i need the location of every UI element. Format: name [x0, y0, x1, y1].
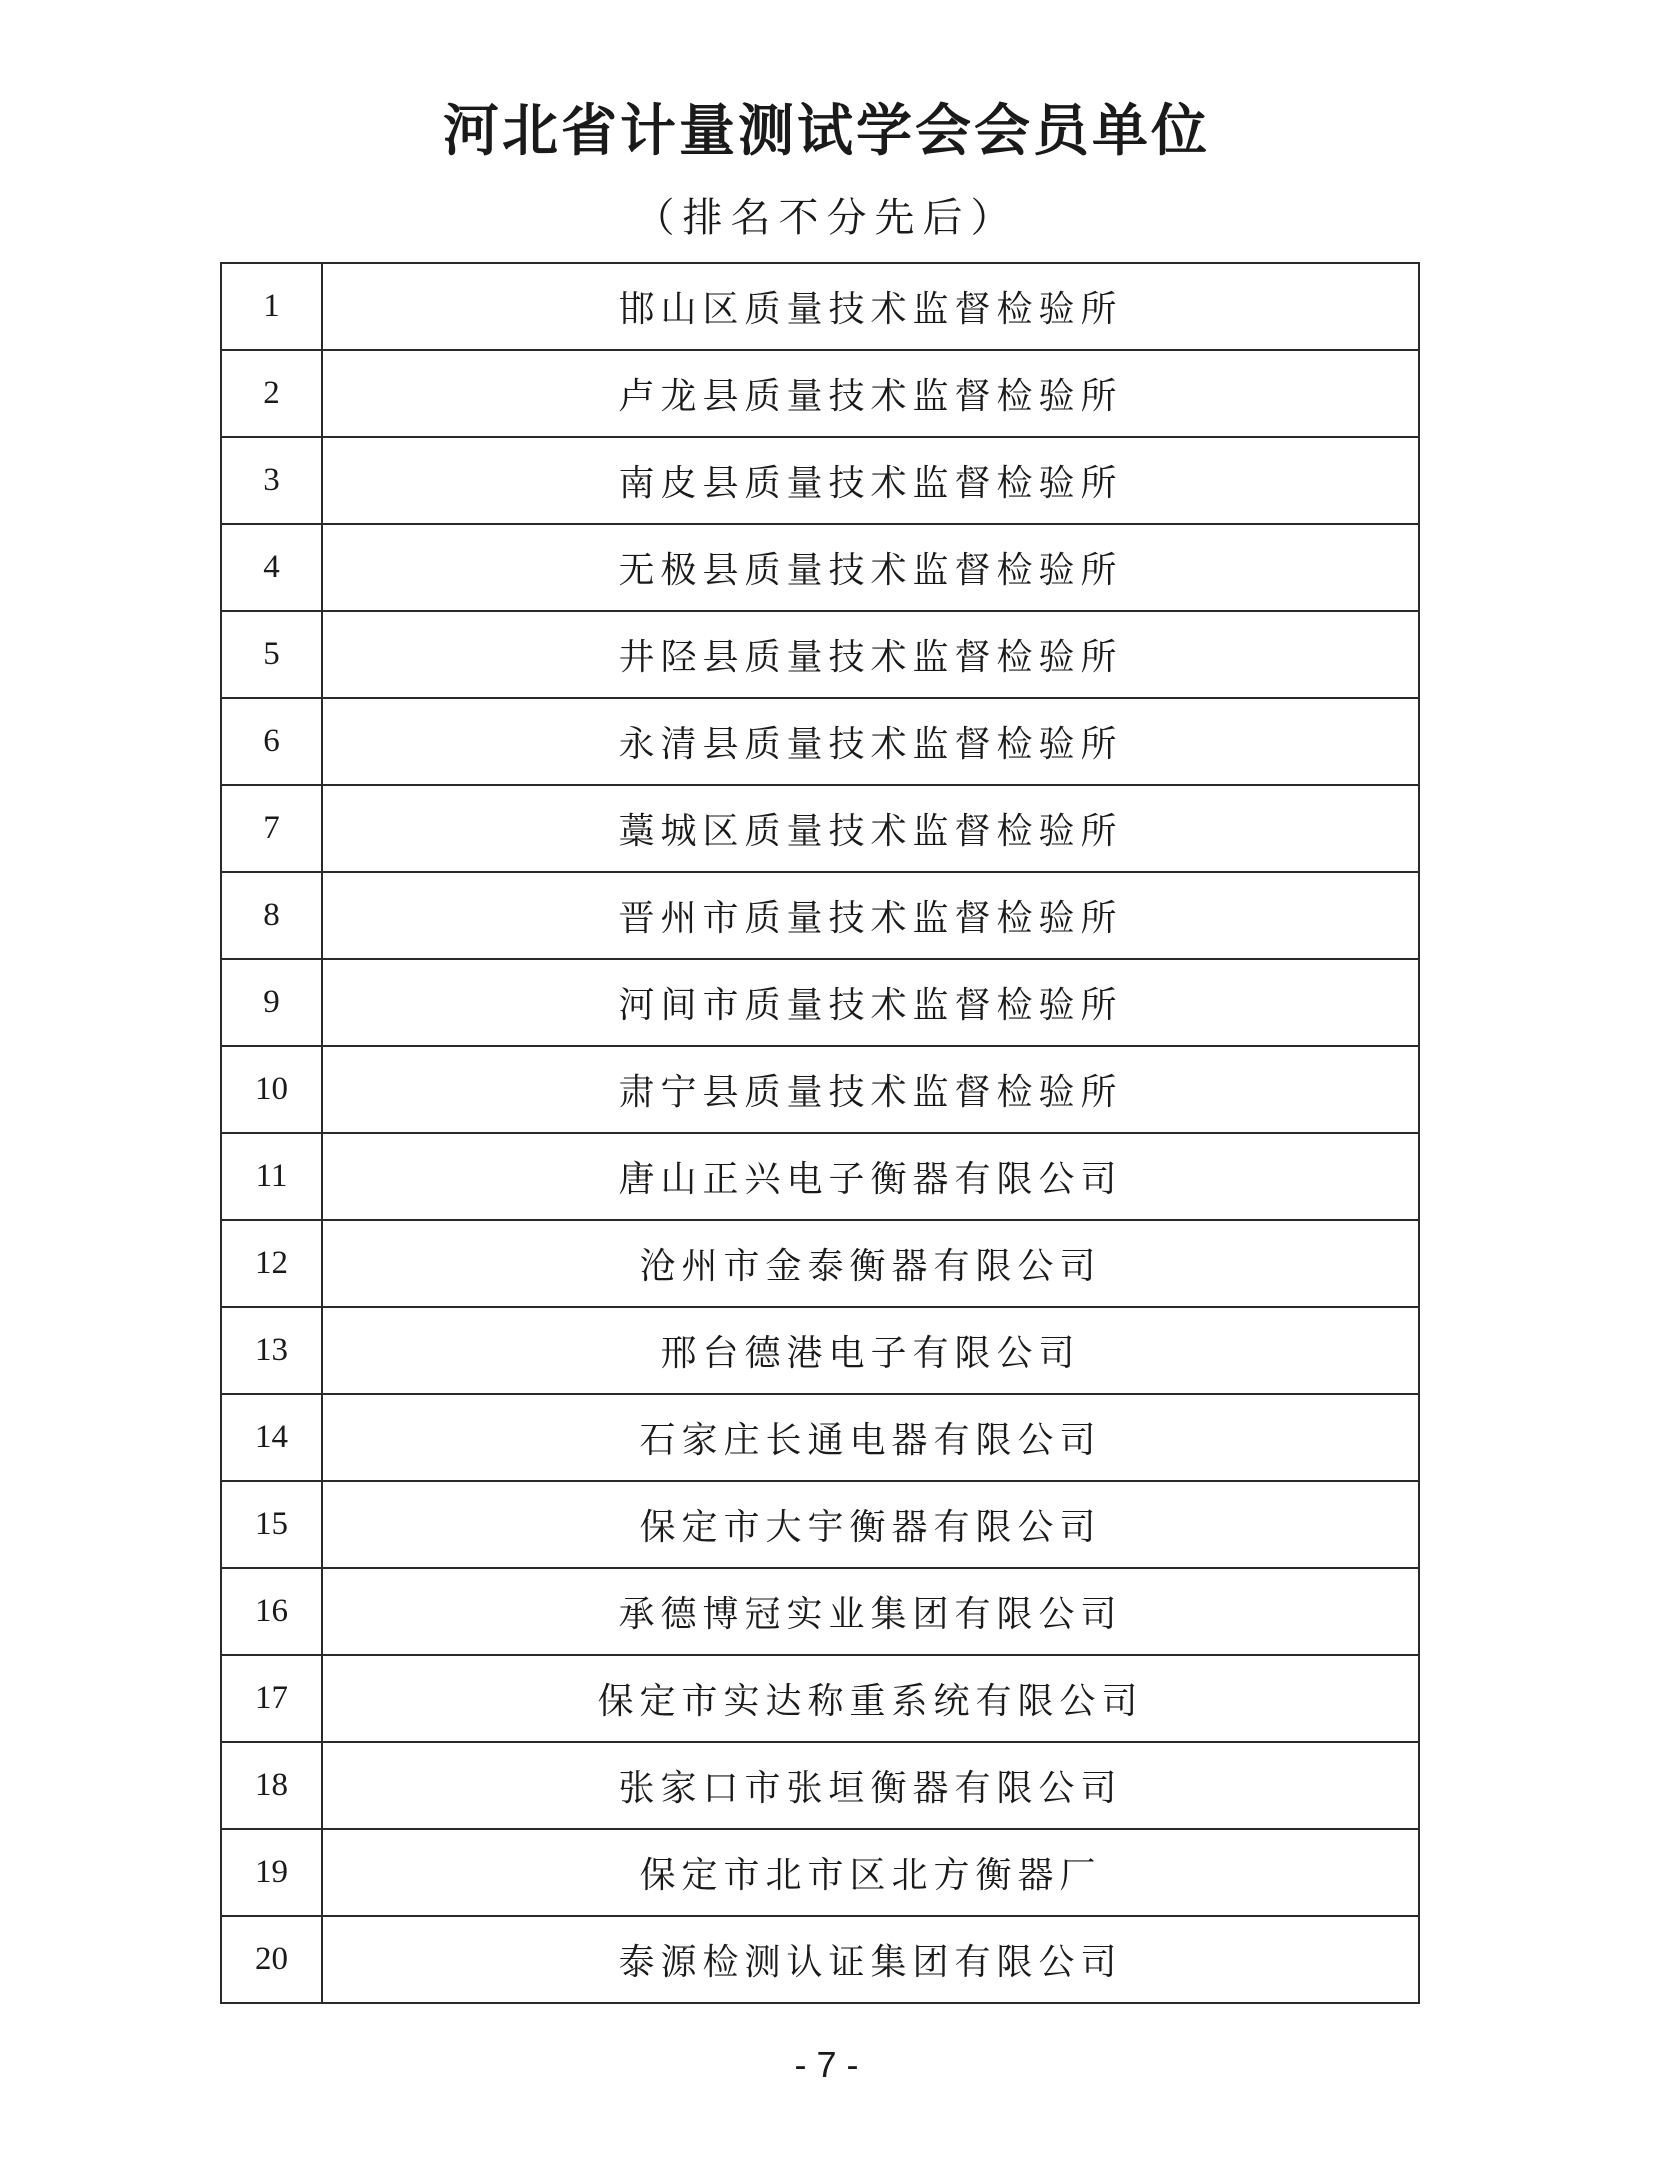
member-name: 唐山正兴电子衡器有限公司 — [322, 1133, 1419, 1220]
table-row — [221, 524, 1419, 611]
table-row — [221, 1655, 1419, 1742]
row-number: 2 — [221, 350, 322, 437]
member-name: 保定市北市区北方衡器厂 — [322, 1829, 1419, 1916]
member-name: 河间市质量技术监督检验所 — [322, 959, 1419, 1046]
table-row — [221, 1916, 1419, 2003]
member-name: 永清县质量技术监督检验所 — [322, 698, 1419, 785]
member-name: 井陉县质量技术监督检验所 — [322, 611, 1419, 698]
row-number: 17 — [221, 1655, 322, 1742]
row-number: 20 — [221, 1916, 322, 2003]
row-number: 18 — [221, 1742, 322, 1829]
member-name: 藁城区质量技术监督检验所 — [322, 785, 1419, 872]
member-name: 无极县质量技术监督检验所 — [322, 524, 1419, 611]
row-number: 7 — [221, 785, 322, 872]
row-number: 13 — [221, 1307, 322, 1394]
row-number: 8 — [221, 872, 322, 959]
member-name: 晋州市质量技术监督检验所 — [322, 872, 1419, 959]
row-number: 19 — [221, 1829, 322, 1916]
table-row — [221, 1742, 1419, 1829]
row-number: 1 — [221, 263, 322, 350]
row-number: 15 — [221, 1481, 322, 1568]
table-row — [221, 959, 1419, 1046]
page-title: 河北省计量测试学会会员单位 — [443, 99, 1210, 164]
table-row — [221, 698, 1419, 785]
member-name: 保定市实达称重系统有限公司 — [322, 1655, 1419, 1742]
member-name: 保定市大宇衡器有限公司 — [322, 1481, 1419, 1568]
table-row — [221, 1394, 1419, 1481]
table-row — [221, 437, 1419, 524]
row-number: 14 — [221, 1394, 322, 1481]
page-subtitle: （排名不分先后） — [634, 195, 1019, 241]
member-name: 邢台德港电子有限公司 — [322, 1307, 1419, 1394]
table-row — [221, 1307, 1419, 1394]
table-row — [221, 872, 1419, 959]
row-number: 6 — [221, 698, 322, 785]
row-number: 10 — [221, 1046, 322, 1133]
table-row — [221, 1481, 1419, 1568]
member-name: 卢龙县质量技术监督检验所 — [322, 350, 1419, 437]
member-name: 邯山区质量技术监督检验所 — [322, 263, 1419, 350]
member-name: 承德博冠实业集团有限公司 — [322, 1568, 1419, 1655]
member-name: 沧州市金泰衡器有限公司 — [322, 1220, 1419, 1307]
table-row — [221, 1829, 1419, 1916]
row-number: 5 — [221, 611, 322, 698]
member-table — [220, 262, 1420, 2004]
table-row — [221, 785, 1419, 872]
table-row — [221, 1133, 1419, 1220]
row-number: 11 — [221, 1133, 322, 1220]
row-number: 12 — [221, 1220, 322, 1307]
table-row — [221, 1220, 1419, 1307]
row-number: 3 — [221, 437, 322, 524]
member-name: 南皮县质量技术监督检验所 — [322, 437, 1419, 524]
table-row — [221, 263, 1419, 350]
member-name: 泰源检测认证集团有限公司 — [322, 1916, 1419, 2003]
table-row — [221, 350, 1419, 437]
member-name: 肃宁县质量技术监督检验所 — [322, 1046, 1419, 1133]
row-number: 9 — [221, 959, 322, 1046]
table-row — [221, 1568, 1419, 1655]
row-number: 4 — [221, 524, 322, 611]
member-name: 石家庄长通电器有限公司 — [322, 1394, 1419, 1481]
row-number: 16 — [221, 1568, 322, 1655]
page-number: - 7 - — [794, 2044, 859, 2085]
member-name: 张家口市张垣衡器有限公司 — [322, 1742, 1419, 1829]
table-row — [221, 1046, 1419, 1133]
table-row — [221, 611, 1419, 698]
